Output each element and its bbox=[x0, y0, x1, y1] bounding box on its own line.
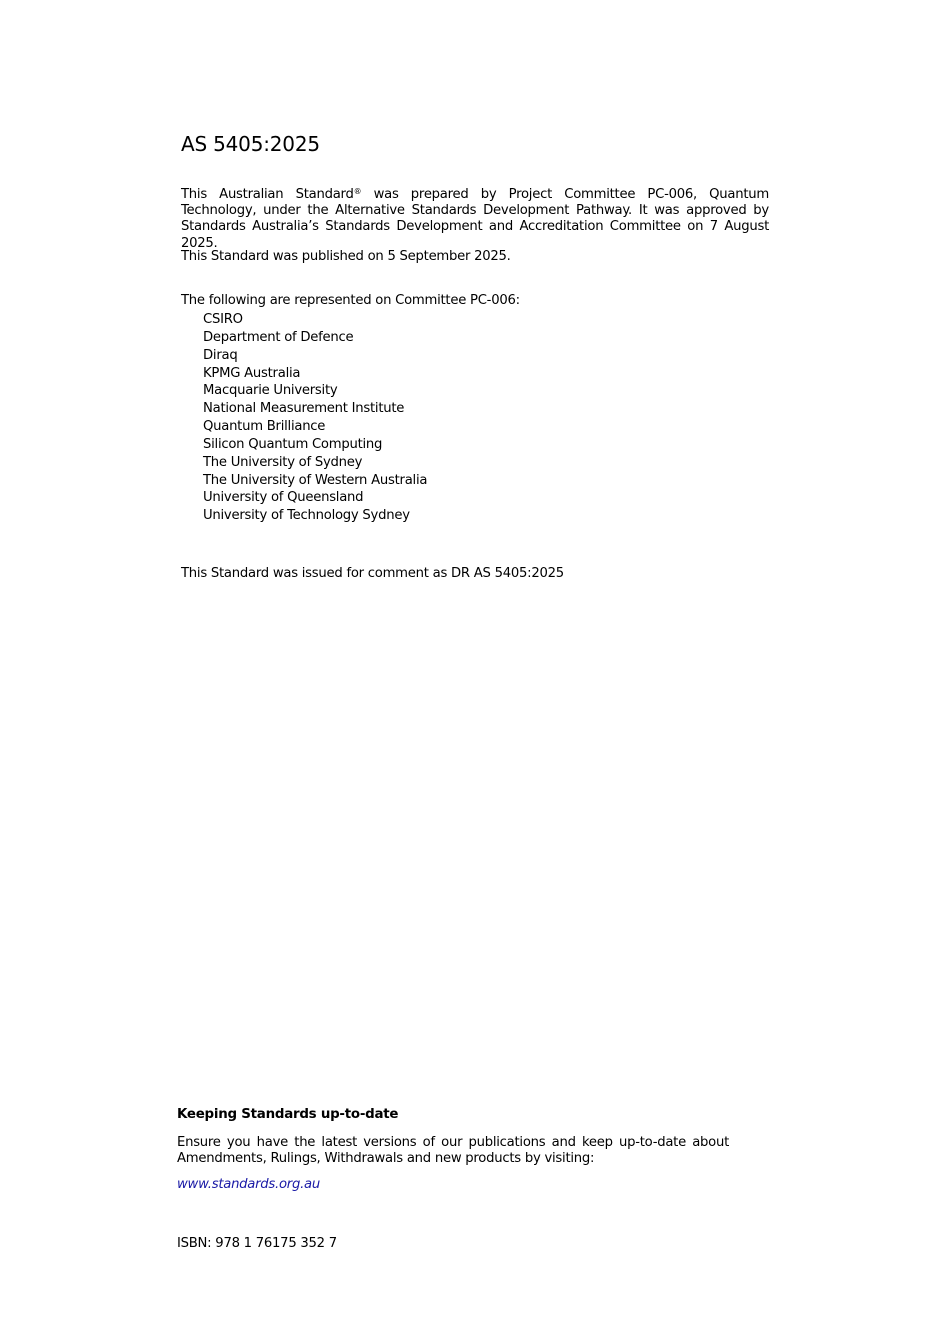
prepared-by-paragraph bbox=[181, 187, 769, 252]
list-item: Quantum Brilliance bbox=[203, 419, 326, 435]
list-item: KPMG Australia bbox=[203, 365, 301, 381]
keeping-standards-heading: Keeping Standards up-to-date bbox=[177, 1107, 399, 1122]
published-date-text: This Standard was published on 5 September 2025. bbox=[181, 249, 511, 264]
page-title: AS 5405:2025 bbox=[181, 132, 320, 156]
issued-for-comment-text: This Standard was issued for comment as DR AS 5405:2025 bbox=[181, 566, 564, 581]
list-item: Macquarie University bbox=[203, 383, 338, 399]
list-item: CSIRO bbox=[203, 312, 243, 327]
list-item: University of Queensland bbox=[203, 490, 364, 506]
list-item: The University of Sydney bbox=[203, 454, 363, 470]
registered-mark: ® bbox=[353, 187, 362, 196]
list-item: Department of Defence bbox=[203, 329, 354, 345]
list-item: Diraq bbox=[203, 347, 238, 363]
list-item: University of Technology Sydney bbox=[203, 508, 410, 524]
list-item: Silicon Quantum Computing bbox=[203, 436, 383, 452]
committee-member-list bbox=[203, 311, 427, 525]
keeping-standards-body: Ensure you have the latest versions of our publications and keep up-to-date about Amendments, Rulings, Withdrawals and new products by visiting: bbox=[177, 1135, 729, 1166]
list-item: National Measurement Institute bbox=[203, 401, 405, 417]
prepared-text-end: was prepared by Project Committee PC-006, Quantum Technology, under the Alternative Standards Development Pathway. It was approved by Standards Australia’s Standards Development and Accreditation Committee on 7 August 2025. bbox=[181, 187, 769, 251]
committee-intro-text: The following are represented on Committee PC-006: bbox=[181, 293, 520, 308]
prepared-text-start: This Australian Standard bbox=[181, 187, 354, 202]
list-item: The University of Western Australia bbox=[203, 472, 428, 488]
standards-website-link[interactable]: www.standards.org.au bbox=[177, 1177, 320, 1192]
isbn-text: ISBN: 978 1 76175 352 7 bbox=[177, 1236, 337, 1251]
